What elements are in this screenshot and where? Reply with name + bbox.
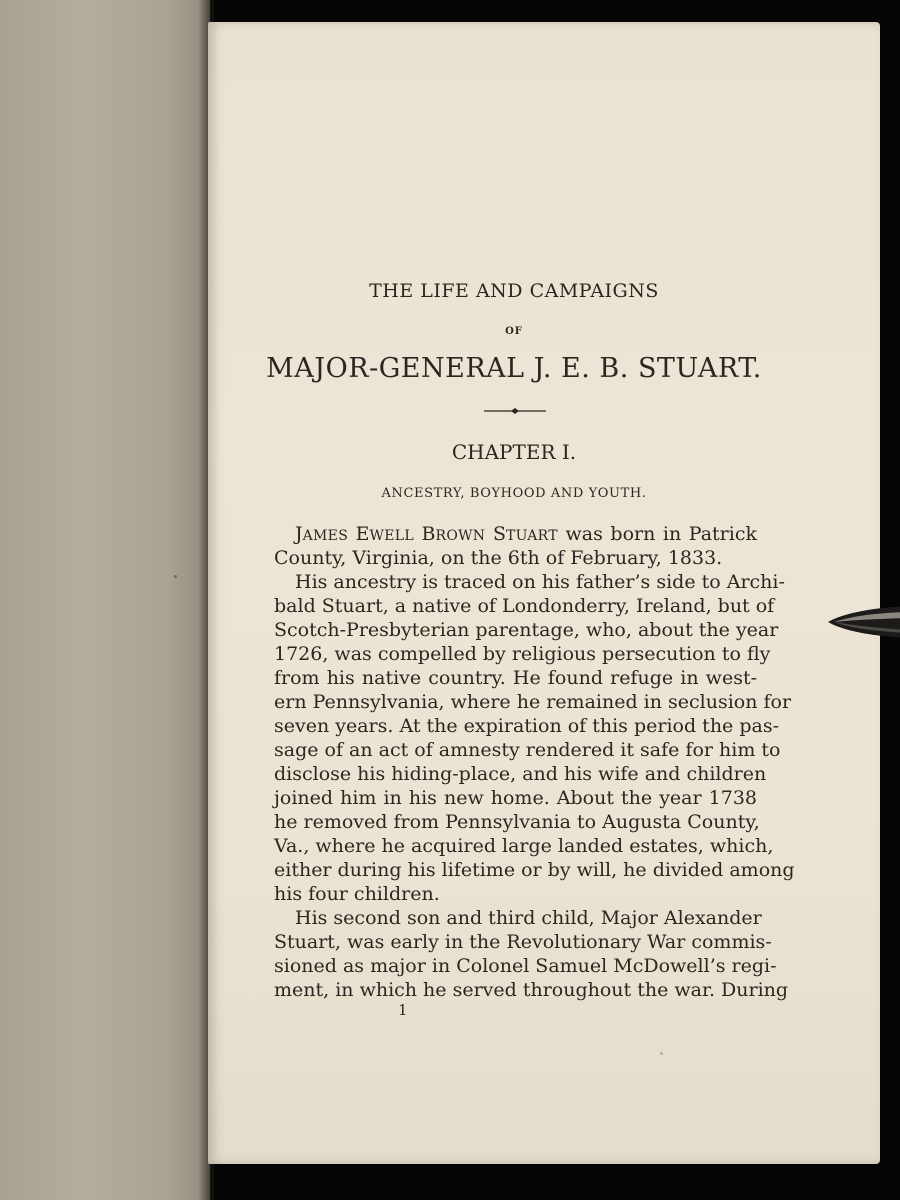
body-line: ment, in which he served throughout the war. During (274, 979, 789, 1001)
body-line: ern Pennsylvania, where he remained in seclusion for (274, 691, 792, 713)
body-line: either during his lifetime or by will, he divided among (274, 859, 795, 881)
body-line: he removed from Pennsylvania to Augusta County, (274, 811, 760, 833)
body-line: joined him in his new home. About the year 1738 (274, 787, 757, 809)
paper-speck (174, 575, 177, 578)
body-line: from his native country. He found refuge in west- (274, 667, 757, 689)
body-line: his four children. (274, 883, 440, 905)
body-line: sioned as major in Colonel Samuel McDowell’s regi- (274, 955, 777, 977)
body-line: His second son and third child, Major Alexander (295, 907, 762, 929)
left-page (0, 0, 210, 1200)
bookmark-ribbon (828, 604, 900, 640)
body-line: His ancestry is traced on his father’s side to Archi- (295, 571, 785, 593)
book-title-of: OF (505, 326, 523, 337)
paper-speck (660, 1052, 663, 1055)
page-number: 1 (398, 1001, 408, 1019)
body-line: 1726, was compelled by religious persecution to fly (274, 643, 771, 665)
ornament-divider (484, 405, 546, 417)
book-title-line1: THE LIFE AND CAMPAIGNS (369, 280, 659, 302)
body-line: Va., where he acquired large landed estates, which, (274, 835, 774, 857)
chapter-subtitle: ANCESTRY, BOYHOOD AND YOUTH. (381, 486, 647, 501)
body-line: County, Virginia, on the 6th of February, 1833. (274, 547, 723, 569)
body-line: sage of an act of amnesty rendered it safe for him to (274, 739, 781, 761)
book-title-line2: MAJOR-GENERAL J. E. B. STUART. (266, 353, 762, 384)
body-line: seven years. At the expiration of this period the pas- (274, 715, 779, 737)
body-line: disclose his hiding-place, and his wife and children (274, 763, 767, 785)
body-line: bald Stuart, a native of Londonderry, Ireland, but of (274, 595, 775, 617)
body-line: Scotch-Presbyterian parentage, who, about the year (274, 619, 779, 641)
body-line-opening: JAMES EWELL BROWN STUART was born in Patrick (295, 523, 757, 545)
chapter-heading: CHAPTER I. (451, 440, 577, 464)
body-line: Stuart, was early in the Revolutionary War commis- (274, 931, 772, 953)
